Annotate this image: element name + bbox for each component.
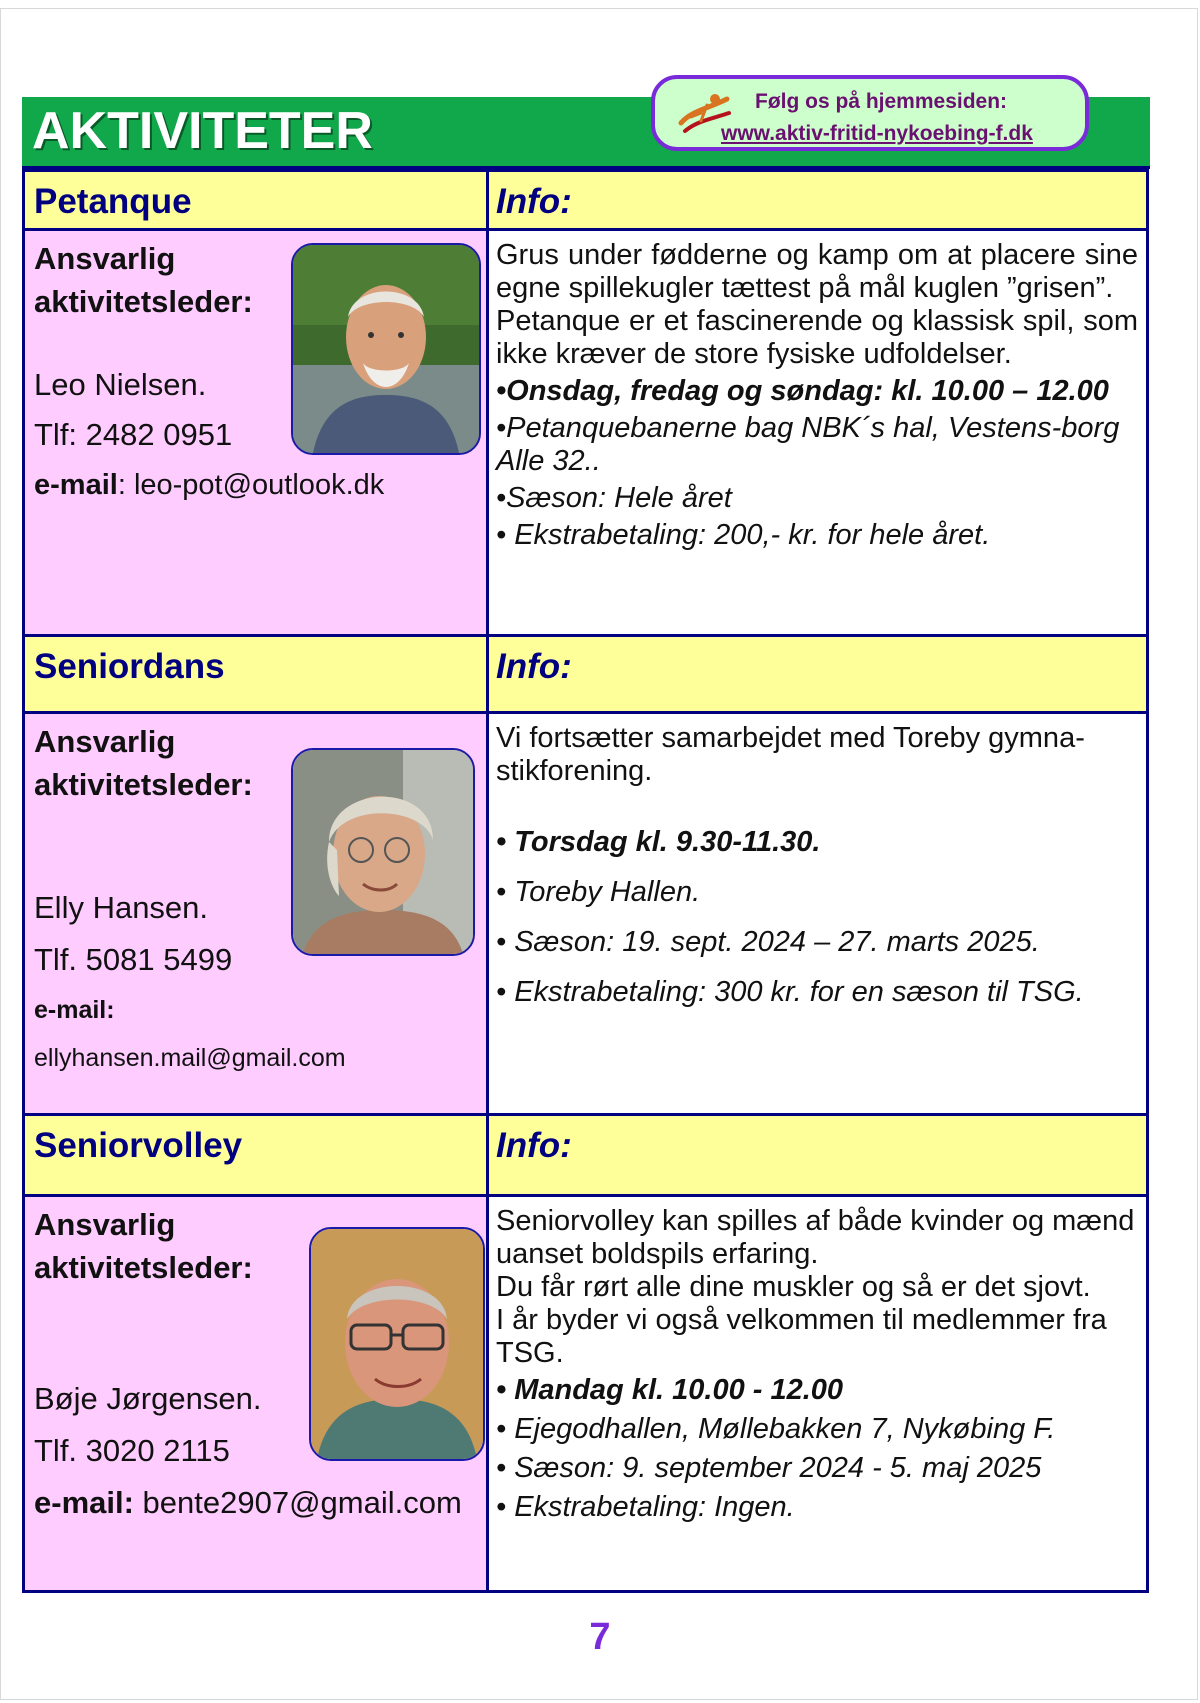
leader-photo-image bbox=[311, 1229, 483, 1459]
website-banner[interactable] bbox=[651, 75, 1089, 151]
website-caption: Følg os på hjemmesiden: bbox=[755, 90, 1008, 113]
email-label: e-mail bbox=[34, 469, 118, 501]
info-body bbox=[489, 1197, 1146, 1524]
info-body bbox=[489, 714, 1146, 1009]
season-bullet: • Sæson: 9. september 2024 - 5. maj 2025 bbox=[496, 1452, 1042, 1484]
activity-name: Petanque bbox=[34, 182, 192, 221]
leader-label: Ansvarlig bbox=[34, 724, 176, 759]
leader-cell bbox=[24, 713, 488, 1115]
info-title-cell bbox=[488, 636, 1148, 713]
leader-photo bbox=[291, 243, 481, 455]
info-cell bbox=[488, 713, 1148, 1115]
leader-email-row bbox=[34, 469, 384, 502]
leader-photo bbox=[291, 748, 475, 956]
info-paragraph: Seniorvolley kan spilles af både kvinder og mænd uanset boldspils erfaring. bbox=[496, 1205, 1135, 1270]
leader-phone: Tlf: 2482 0951 bbox=[34, 417, 233, 452]
leader-label: aktivitetsleder: bbox=[34, 284, 253, 319]
info-paragraph: Grus under fødderne og kamp om at placere sine egne spillekugler tættest på mål kuglen ”grisen”. bbox=[496, 239, 1138, 304]
info-paragraph: Du får rørt alle dine muskler og så er det sjovt. bbox=[496, 1271, 1091, 1303]
leader-name: Elly Hansen. bbox=[34, 890, 209, 925]
activity-title-cell bbox=[24, 1115, 488, 1196]
leader-name: Bøje Jørgensen. bbox=[34, 1381, 262, 1416]
info-label: Info: bbox=[496, 647, 572, 686]
leader-cell bbox=[24, 1196, 488, 1592]
info-paragraph: Vi fortsætter samarbejdet med Toreby gymna-stikforening. bbox=[496, 722, 1085, 787]
page-title: AKTIVITETER bbox=[32, 102, 373, 160]
info-body bbox=[489, 231, 1146, 552]
leader-label: Ansvarlig bbox=[34, 1207, 176, 1242]
info-paragraph: I år byder vi også velkommen til medlemmer fra TSG. bbox=[496, 1304, 1107, 1369]
season-bullet: •Sæson: Hele året bbox=[496, 482, 732, 514]
schedule-bullet: •Onsdag, fredag og søndag: kl. 10.00 – 12.00 bbox=[496, 375, 1109, 407]
leader-name: Leo Nielsen. bbox=[34, 367, 207, 402]
location-bullet: •Petanquebanerne bag NBK´s hal, Vestens-borg Alle 32.. bbox=[496, 412, 1120, 477]
activities-table bbox=[22, 169, 1149, 1593]
leader-label: aktivitetsleder: bbox=[34, 1250, 253, 1285]
activity-title-cell bbox=[24, 636, 488, 713]
leader-label: aktivitetsleder: bbox=[34, 767, 253, 802]
activity-title-cell bbox=[24, 171, 488, 230]
leader-photo-image bbox=[293, 245, 479, 453]
leader-email[interactable]: ellyhansen.mail@gmail.com bbox=[34, 1044, 346, 1072]
info-label: Info: bbox=[496, 1126, 572, 1165]
price-bullet: • Ekstrabetaling: 200,- kr. for hele året. bbox=[496, 519, 991, 551]
info-cell bbox=[488, 230, 1148, 636]
schedule-bullet: • Torsdag kl. 9.30-11.30. bbox=[496, 826, 821, 858]
leader-phone: Tlf. 5081 5499 bbox=[34, 942, 233, 977]
info-paragraph: Petanque er et fascinerende og klassisk spil, som ikke kræver de store fysiske udfoldelser. bbox=[496, 305, 1138, 370]
price-bullet: • Ekstrabetaling: Ingen. bbox=[496, 1491, 795, 1523]
email-label: e-mail: bbox=[34, 996, 115, 1024]
page-number: 7 bbox=[589, 1616, 611, 1658]
leader-photo bbox=[309, 1227, 485, 1461]
location-bullet: • Ejegodhallen, Møllebakken 7, Nykøbing F. bbox=[496, 1413, 1056, 1445]
info-cell bbox=[488, 1196, 1148, 1592]
leader-phone: Tlf. 3020 2115 bbox=[34, 1433, 230, 1468]
location-bullet: • Toreby Hallen. bbox=[496, 876, 701, 908]
price-bullet: • Ekstrabetaling: 300 kr. for en sæson til TSG. bbox=[496, 976, 1084, 1008]
info-label: Info: bbox=[496, 182, 572, 221]
season-bullet: • Sæson: 19. sept. 2024 – 27. marts 2025. bbox=[496, 926, 1040, 958]
email-label: e-mail: bbox=[34, 1485, 134, 1520]
leader-email-row bbox=[34, 1485, 462, 1521]
info-title-cell bbox=[488, 1115, 1148, 1196]
leader-label: Ansvarlig bbox=[34, 241, 176, 276]
schedule-bullet: • Mandag kl. 10.00 - 12.00 bbox=[496, 1374, 844, 1406]
info-title-cell bbox=[488, 171, 1148, 230]
leader-email[interactable]: bente2907@gmail.com bbox=[133, 1485, 462, 1520]
activity-name: Seniorvolley bbox=[34, 1126, 243, 1165]
website-link[interactable]: www.aktiv-fritid-nykoebing-f.dk bbox=[721, 122, 1033, 145]
leader-photo-image bbox=[293, 750, 473, 954]
leader-email[interactable]: : leo-pot@outlook.dk bbox=[117, 469, 385, 501]
activity-name: Seniordans bbox=[34, 647, 225, 686]
leader-cell bbox=[24, 230, 488, 636]
